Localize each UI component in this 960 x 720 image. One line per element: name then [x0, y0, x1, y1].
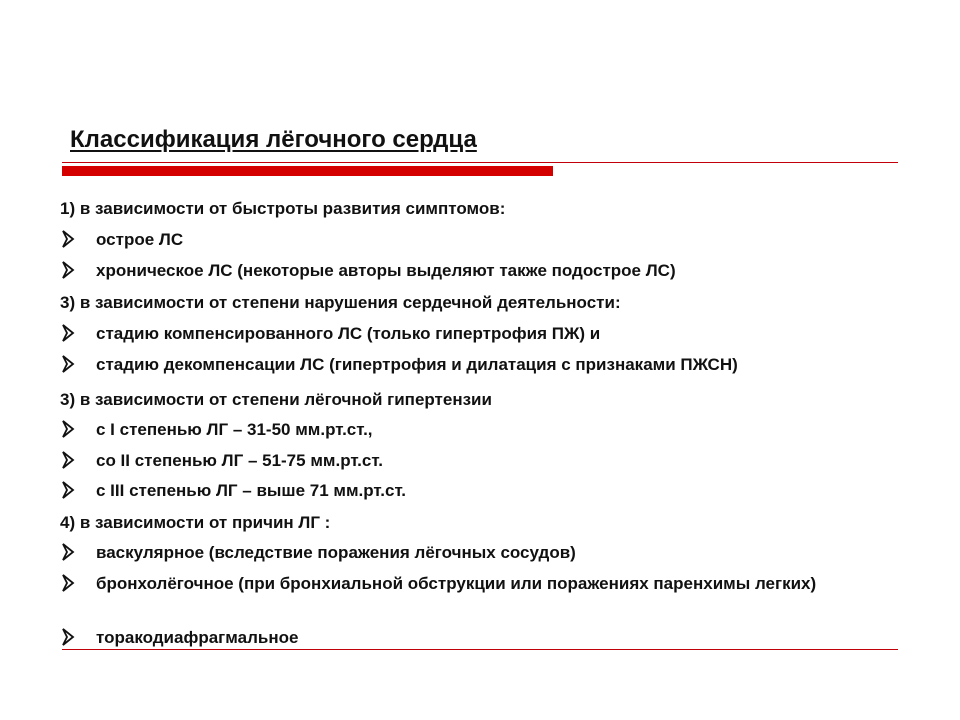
- list-item-vascular: васкулярное (вследствие поражения лёгочных сосудов): [96, 543, 576, 562]
- arrow-bullet-icon: [59, 419, 79, 439]
- bottom-divider: [62, 649, 898, 650]
- list-item-ph-grade-3: с III степенью ЛГ – выше 71 мм.рт.ст.: [96, 481, 407, 500]
- arrow-bullet-icon: [59, 573, 79, 593]
- list-item-decompensated: стадию декомпенсации ЛС (гипертрофия и дилатация с признаками ПЖСН): [96, 355, 738, 374]
- list-item-ph-grade-2: со II степенью ЛГ – 51-75 мм.рт.ст.: [96, 451, 383, 470]
- arrow-bullet-icon: [59, 542, 79, 562]
- list-item-compensated: стадию компенсированного ЛС (только гипертрофия ПЖ) и: [96, 324, 601, 343]
- list-item-acute: острое ЛС: [96, 230, 184, 249]
- section-heading-pulmonary-hypertension: 3) в зависимости от степени лёгочной гипертензии: [60, 390, 492, 409]
- title-divider-accent: [62, 166, 553, 176]
- section-heading-cardiac-function: 3) в зависимости от степени нарушения сердечной деятельности:: [60, 293, 621, 312]
- section-heading-causes: 4) в зависимости от причин ЛГ :: [60, 513, 331, 532]
- arrow-bullet-icon: [59, 323, 79, 343]
- list-item-thoracodiaphragmatic: торакодиафрагмальное: [96, 628, 299, 647]
- list-item-bronchopulmonary: бронхолёгочное (при бронхиальной обструкции или поражениях паренхимы легких): [96, 574, 817, 593]
- arrow-bullet-icon: [59, 260, 79, 280]
- section-heading-symptom-speed: 1) в зависимости от быстроты развития симптомов:: [60, 199, 506, 218]
- arrow-bullet-icon: [59, 354, 79, 374]
- arrow-bullet-icon: [59, 480, 79, 500]
- list-item-chronic: хроническое ЛС (некоторые авторы выделяют также подострое ЛС): [96, 261, 676, 280]
- arrow-bullet-icon: [59, 229, 79, 249]
- title-divider-thin: [62, 162, 898, 163]
- slide-title: Классификация лёгочного сердца: [70, 126, 477, 153]
- arrow-bullet-icon: [59, 450, 79, 470]
- arrow-bullet-icon: [59, 627, 79, 647]
- list-item-ph-grade-1: с I степенью ЛГ – 31-50 мм.рт.ст.,: [96, 420, 373, 439]
